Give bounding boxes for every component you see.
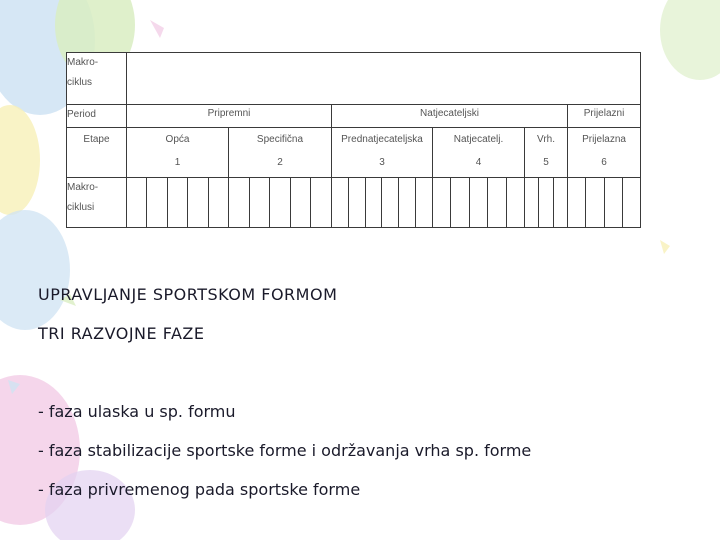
- phase-item: - faza ulaska u sp. formu: [38, 402, 236, 421]
- microcycle-grid: [229, 178, 332, 228]
- phase-item: - faza stabilizacije sportske forme i održavanja vrha sp. forme: [38, 441, 532, 460]
- period-natjecateljski: Natjecateljski: [332, 105, 568, 128]
- microcycle-grid: [332, 178, 433, 228]
- page-title: UPRAVLJANJE SPORTSKOM FORMOM: [38, 285, 338, 304]
- period-label: Period: [67, 105, 127, 128]
- etapa-natjecatelj: Natjecatelj. 4: [433, 128, 525, 178]
- macrocycle-table: [66, 52, 640, 227]
- macrocycle-empty-cell: [127, 53, 641, 105]
- microcycle-grid: [568, 178, 641, 228]
- etapa-opca: Opća 1: [127, 128, 229, 178]
- microcycle-grid: [127, 178, 229, 228]
- etapa-vrh: Vrh. 5: [525, 128, 568, 178]
- etapa-specificna: Specifična 2: [229, 128, 332, 178]
- microcycle-grid: [433, 178, 525, 228]
- phase-item: - faza privremenog pada sportske forme: [38, 480, 361, 499]
- etapa-prijelazna: Prijelazna 6: [568, 128, 641, 178]
- etape-label: Etape: [67, 128, 127, 178]
- confetti-shape: [150, 20, 164, 38]
- period-prijelazni: Prijelazni: [568, 105, 641, 128]
- balloon-shape: [0, 210, 70, 330]
- period-pripremni: Pripremni: [127, 105, 332, 128]
- balloon-shape: [660, 0, 720, 80]
- balloon-shape: [0, 105, 40, 215]
- etapa-prednatjecateljska: Prednatjecateljska 3: [332, 128, 433, 178]
- microcycles-label: Makro- ciklusi: [67, 178, 127, 228]
- macrocycle-label: Makro- ciklus: [67, 53, 127, 105]
- microcycle-grid: [525, 178, 568, 228]
- subtitle: TRI RAZVOJNE FAZE: [38, 324, 205, 343]
- confetti-shape: [660, 240, 670, 254]
